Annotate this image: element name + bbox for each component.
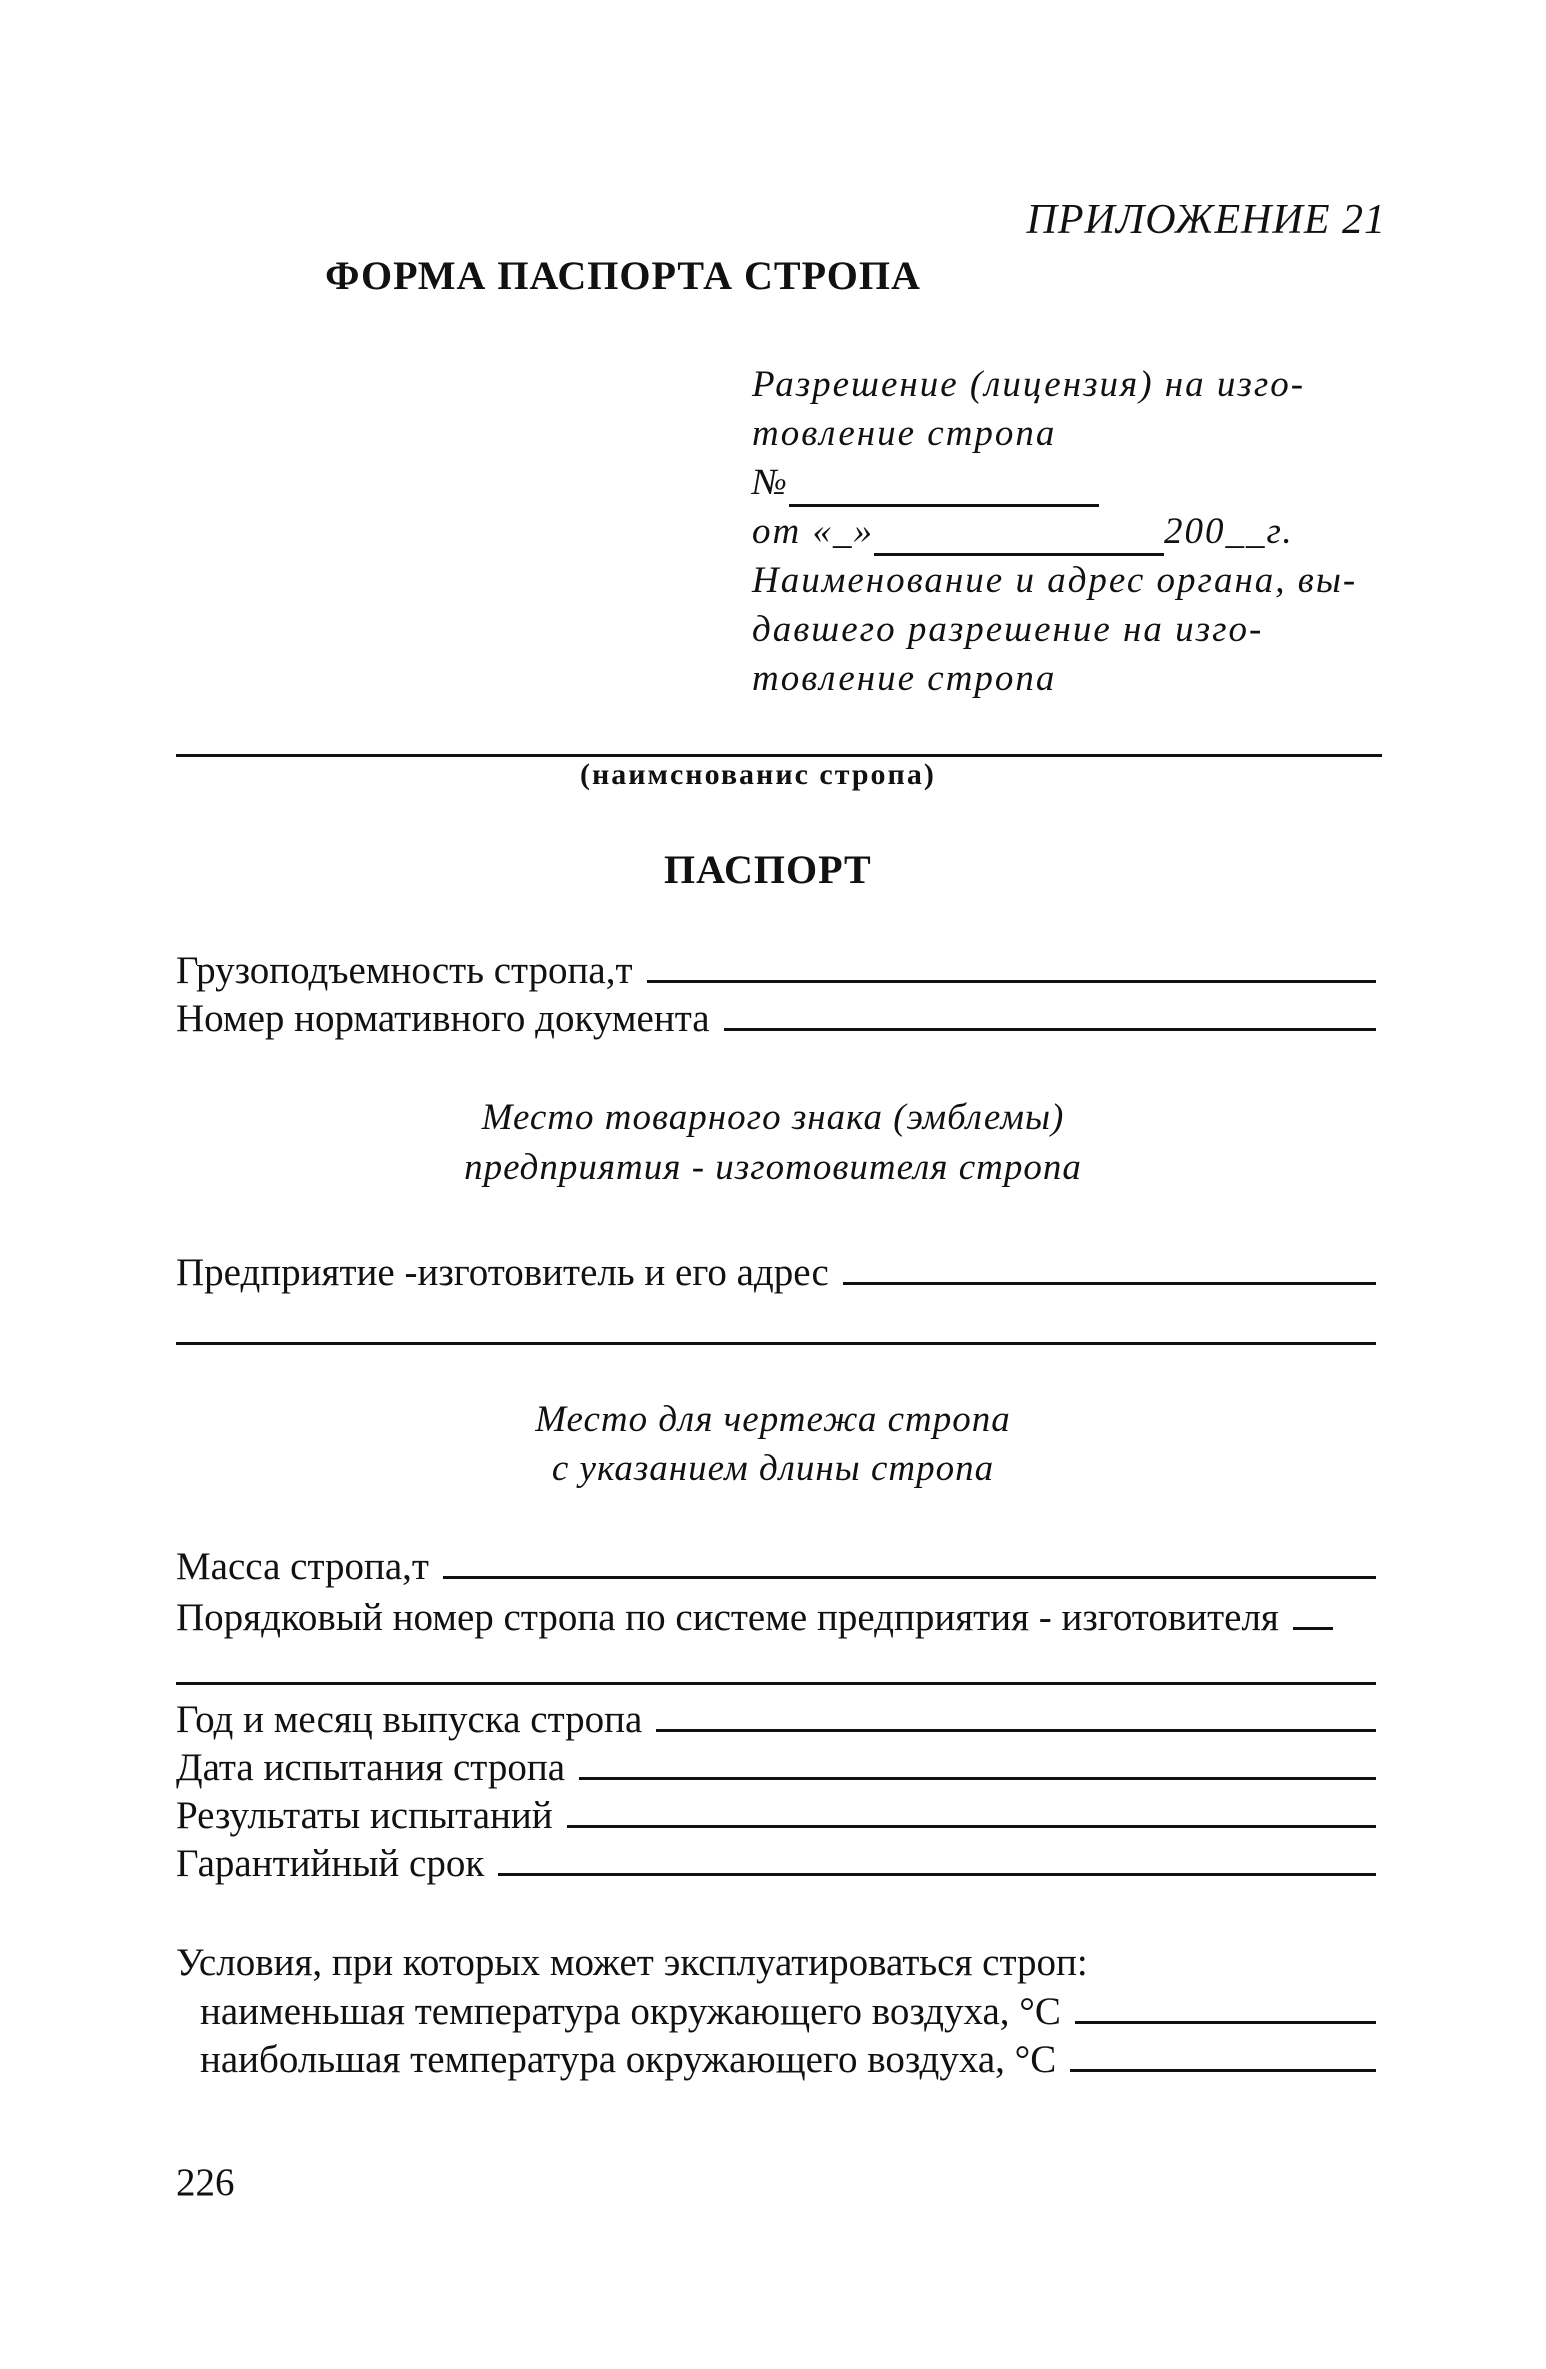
license-number: [752, 458, 1382, 507]
field-max-temp-input[interactable]: [1070, 2069, 1376, 2072]
trademark-place-line-2: предприятия - изготовителя стропа: [464, 1147, 1082, 1188]
field-min-temp-input[interactable]: [1075, 2021, 1376, 2024]
field-mass-label: Масса стропа,т: [176, 1545, 429, 1588]
sling-name-caption: (наимснованис стропа): [580, 758, 936, 791]
field-capacity-label: Грузоподъемность стропа,т: [176, 949, 633, 992]
license-number-label: №: [752, 462, 789, 503]
form-title-text: ФОРМА ПАСПОРТА СТРОПА: [325, 253, 921, 298]
field-max-temp: [200, 2034, 1376, 2082]
field-manufacturer-input[interactable]: [843, 1282, 1376, 1285]
field-serial-number-continuation[interactable]: [176, 1682, 1376, 1685]
sling-name-field[interactable]: [176, 754, 1382, 757]
field-test-date-input[interactable]: [579, 1777, 1376, 1780]
field-manufacturer-continuation[interactable]: [176, 1342, 1376, 1345]
field-manufacture-date: [176, 1694, 1376, 1742]
passport-title: ПАСПОРТ: [664, 847, 872, 892]
field-test-results-label: Результаты испытаний: [176, 1794, 553, 1837]
field-capacity: [176, 945, 1376, 993]
field-manufacture-date-label: Год и месяц выпуска стропа: [176, 1698, 643, 1741]
field-max-temp-label: наибольшая температура окружающего воздуха, °С: [200, 2038, 1057, 2081]
appendix-label: ПРИЛОЖЕНИЕ 21: [1026, 197, 1386, 243]
field-mass-input[interactable]: [443, 1576, 1376, 1579]
field-manufacturer: [176, 1247, 1376, 1295]
conditions-title: Условия, при которых может эксплуатироваться строп:: [176, 1941, 1088, 1984]
authority-line-2: давшего разрешение на изго-: [752, 609, 1264, 650]
field-serial-number-label: Порядковый номер стропа по системе предприятия - изготовителя: [176, 1596, 1279, 1639]
license-line-2: товление стропа: [752, 413, 1057, 454]
field-normative-doc-input[interactable]: [724, 1028, 1376, 1031]
field-warranty-label: Гарантийный срок: [176, 1842, 485, 1885]
field-normative-doc-label: Номер нормативного документа: [176, 997, 710, 1040]
license-date-from: от «_»: [752, 511, 874, 552]
field-serial-number: [176, 1592, 1376, 1640]
license-date: [752, 507, 1382, 556]
field-warranty: [176, 1838, 1376, 1886]
drawing-place-line-2: с указанием длины стропа: [551, 1448, 995, 1489]
field-serial-number-input[interactable]: [1293, 1627, 1333, 1630]
field-manufacturer-label: Предприятие -изготовитель и его адрес: [176, 1251, 829, 1294]
field-test-date: [176, 1742, 1376, 1790]
form-title: [0, 252, 1546, 299]
field-min-temp-label: наименьшая температура окружающего воздуха, °С: [200, 1990, 1061, 2033]
field-min-temp: [200, 1986, 1376, 2034]
field-test-results-input[interactable]: [567, 1825, 1376, 1828]
page-number: 226: [176, 2161, 235, 2204]
trademark-place-line-1: Место товарного знака (эмблемы): [481, 1097, 1065, 1138]
field-capacity-input[interactable]: [647, 980, 1376, 983]
license-date-year: 200__г.: [1163, 511, 1294, 552]
license-line-1: Разрешение (лицензия) на изго-: [752, 364, 1306, 405]
field-manufacture-date-input[interactable]: [656, 1729, 1376, 1732]
drawing-place-line-1: Место для чертежа стропа: [535, 1399, 1011, 1440]
field-normative-doc: [176, 993, 1376, 1041]
license-date-field[interactable]: [874, 513, 1164, 556]
license-number-field[interactable]: [789, 464, 1099, 507]
field-test-results: [176, 1790, 1376, 1838]
field-warranty-input[interactable]: [498, 1873, 1376, 1876]
authority-line-3: товление стропа: [752, 658, 1057, 699]
field-test-date-label: Дата испытания стропа: [176, 1746, 566, 1789]
field-mass: [176, 1541, 1376, 1589]
authority-line-1: Наименование и адрес органа, вы-: [752, 560, 1358, 601]
